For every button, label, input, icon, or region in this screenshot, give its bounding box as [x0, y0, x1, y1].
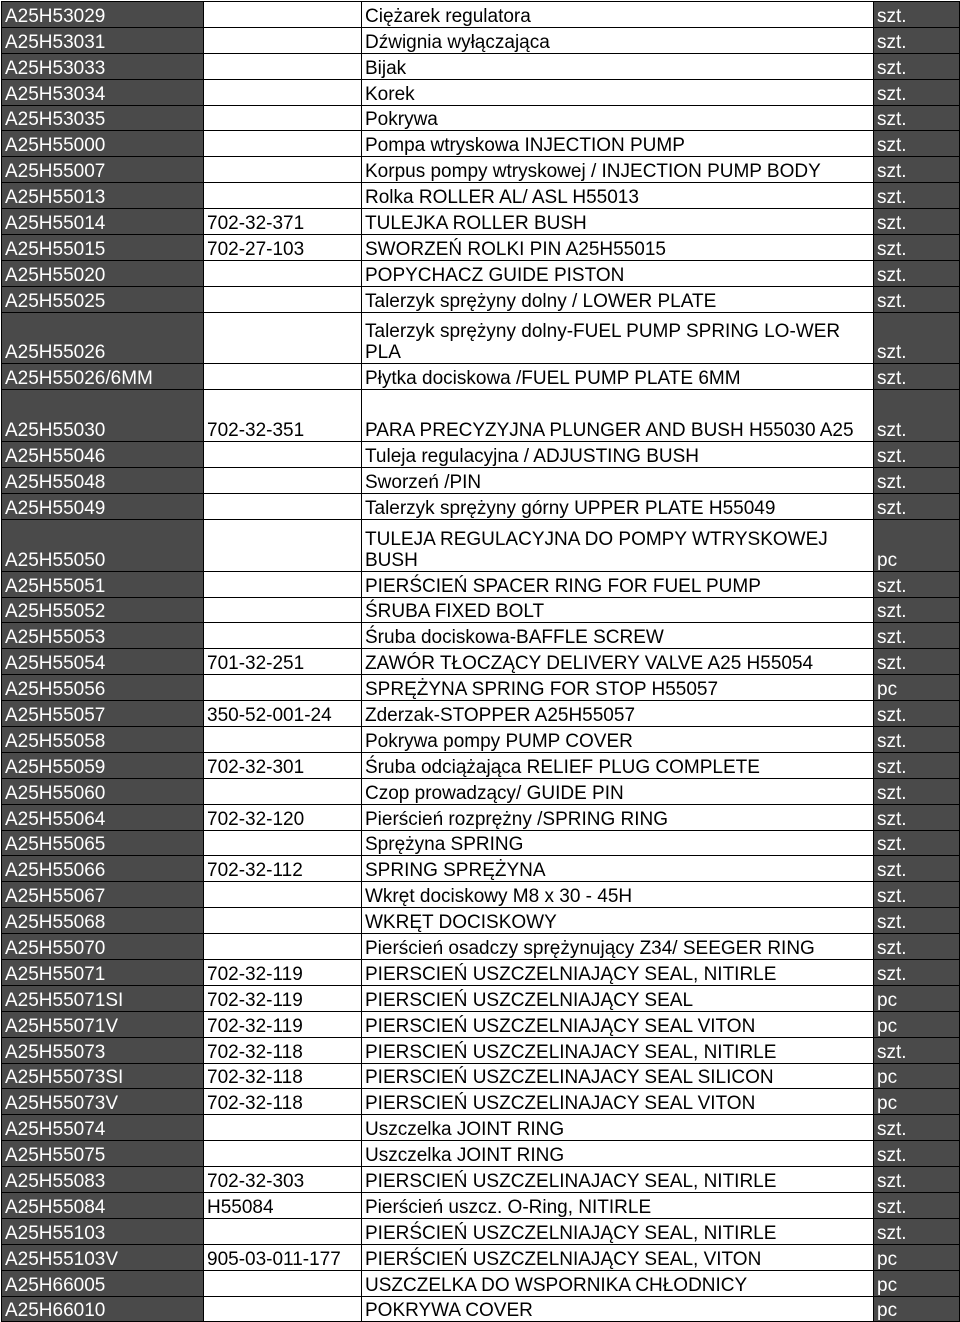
- part-code-cell: A25H55053: [2, 623, 204, 649]
- table-row: [2, 493, 960, 519]
- reference-number-cell: [204, 105, 362, 131]
- reference-number-cell: [204, 286, 362, 312]
- reference-number-cell: [204, 1141, 362, 1167]
- reference-number-cell: [204, 493, 362, 519]
- description-cell: Uszczelka JOINT RING: [362, 1115, 874, 1141]
- unit-cell: szt.: [874, 701, 960, 727]
- description-cell: TULEJKA ROLLER BUSH: [362, 209, 874, 235]
- unit-cell: szt.: [874, 804, 960, 830]
- description-cell: PIERSCIEŃ USZCZELNIAJĄCY SEAL: [362, 985, 874, 1011]
- table-row: [2, 830, 960, 856]
- unit-cell: szt.: [874, 856, 960, 882]
- reference-number-cell: [204, 623, 362, 649]
- unit-cell: szt.: [874, 778, 960, 804]
- description-cell: Pierścień rozprężny /SPRING RING: [362, 804, 874, 830]
- description-cell: Śruba odciążająca RELIEF PLUG COMPLETE: [362, 752, 874, 778]
- part-code-cell: A25H55057: [2, 701, 204, 727]
- description-cell: TULEJA REGULACYJNA DO POMPY WTRYSKOWEJ BUSH: [362, 519, 874, 571]
- reference-number-cell: [204, 726, 362, 752]
- unit-cell: szt.: [874, 1141, 960, 1167]
- reference-number-cell: [204, 519, 362, 571]
- table-row: [2, 79, 960, 105]
- part-code-cell: A25H55030: [2, 390, 204, 442]
- unit-cell: szt.: [874, 364, 960, 390]
- part-code-cell: A25H55049: [2, 493, 204, 519]
- description-cell: PIERŚCIEŃ USZCZELNIAJĄCY SEAL, VITON: [362, 1244, 874, 1270]
- reference-number-cell: 905-03-011-177: [204, 1244, 362, 1270]
- part-code-cell: A25H55064: [2, 804, 204, 830]
- unit-cell: pc: [874, 1270, 960, 1296]
- table-row: [2, 209, 960, 235]
- table-row: [2, 726, 960, 752]
- unit-cell: szt.: [874, 571, 960, 597]
- part-code-cell: A25H55071: [2, 960, 204, 986]
- part-code-cell: A25H53031: [2, 27, 204, 53]
- description-cell: PIERSCIEŃ USZCZELINAJACY SEAL VITON: [362, 1089, 874, 1115]
- description-cell: POPYCHACZ GUIDE PISTON: [362, 260, 874, 286]
- part-code-cell: A25H55073V: [2, 1089, 204, 1115]
- part-code-cell: A25H55054: [2, 649, 204, 675]
- description-cell: Bijak: [362, 53, 874, 79]
- reference-number-cell: 702-32-119: [204, 985, 362, 1011]
- part-code-cell: A25H55083: [2, 1167, 204, 1193]
- unit-cell: szt.: [874, 2, 960, 28]
- unit-cell: pc: [874, 1296, 960, 1322]
- part-code-cell: A25H55059: [2, 752, 204, 778]
- description-cell: Pierścień uszcz. O-Ring, NITIRLE: [362, 1193, 874, 1219]
- part-code-cell: A25H53035: [2, 105, 204, 131]
- description-cell: Sworzeń /PIN: [362, 468, 874, 494]
- part-code-cell: A25H55074: [2, 1115, 204, 1141]
- part-code-cell: A25H55015: [2, 235, 204, 261]
- part-code-cell: A25H55050: [2, 519, 204, 571]
- reference-number-cell: [204, 2, 362, 28]
- part-code-cell: A25H55000: [2, 131, 204, 157]
- description-cell: PIERSCIEŃ USZCZELNIAJĄCY SEAL VITON: [362, 1011, 874, 1037]
- unit-cell: szt.: [874, 131, 960, 157]
- description-cell: PIERSCIEŃ USZCZELINAJACY SEAL SILICON: [362, 1063, 874, 1089]
- reference-number-cell: [204, 1218, 362, 1244]
- unit-cell: szt.: [874, 260, 960, 286]
- unit-cell: szt.: [874, 623, 960, 649]
- part-code-cell: A25H55066: [2, 856, 204, 882]
- reference-number-cell: [204, 53, 362, 79]
- description-cell: Talerzyk sprężyny górny UPPER PLATE H55049: [362, 493, 874, 519]
- unit-cell: szt.: [874, 53, 960, 79]
- unit-cell: szt.: [874, 726, 960, 752]
- reference-number-cell: [204, 830, 362, 856]
- table-row: [2, 157, 960, 183]
- table-row: [2, 597, 960, 623]
- part-code-cell: A25H55071V: [2, 1011, 204, 1037]
- unit-cell: pc: [874, 675, 960, 701]
- reference-number-cell: 702-32-301: [204, 752, 362, 778]
- unit-cell: szt.: [874, 752, 960, 778]
- table-row: [2, 27, 960, 53]
- reference-number-cell: [204, 934, 362, 960]
- description-cell: Talerzyk sprężyny dolny-FUEL PUMP SPRING LO-WER PLA: [362, 312, 874, 364]
- reference-number-cell: 702-32-120: [204, 804, 362, 830]
- part-code-cell: A25H55070: [2, 934, 204, 960]
- reference-number-cell: [204, 442, 362, 468]
- table-row: [2, 908, 960, 934]
- part-code-cell: A25H55014: [2, 209, 204, 235]
- part-code-cell: A25H66005: [2, 1270, 204, 1296]
- part-code-cell: A25H55103V: [2, 1244, 204, 1270]
- description-cell: PIERSCIEŃ USZCZELINAJACY SEAL, NITIRLE: [362, 1037, 874, 1063]
- unit-cell: szt.: [874, 235, 960, 261]
- table-row: [2, 675, 960, 701]
- description-cell: Sprężyna SPRING: [362, 830, 874, 856]
- part-code-cell: A25H55026: [2, 312, 204, 364]
- unit-cell: szt.: [874, 960, 960, 986]
- part-code-cell: A25H55025: [2, 286, 204, 312]
- description-cell: USZCZELKA DO WSPORNIKA CHŁODNICY: [362, 1270, 874, 1296]
- reference-number-cell: [204, 778, 362, 804]
- description-cell: ZAWÓR TŁOCZĄCY DELIVERY VALVE A25 H55054: [362, 649, 874, 675]
- table-row: [2, 1270, 960, 1296]
- reference-number-cell: [204, 312, 362, 364]
- reference-number-cell: [204, 468, 362, 494]
- table-row: [2, 260, 960, 286]
- reference-number-cell: [204, 908, 362, 934]
- reference-number-cell: 702-32-119: [204, 960, 362, 986]
- reference-number-cell: [204, 882, 362, 908]
- part-code-cell: A25H55051: [2, 571, 204, 597]
- description-cell: Pierścień osadczy sprężynujący Z34/ SEEGER RING: [362, 934, 874, 960]
- unit-cell: szt.: [874, 882, 960, 908]
- part-code-cell: A25H55073: [2, 1037, 204, 1063]
- part-code-cell: A25H55048: [2, 468, 204, 494]
- reference-number-cell: [204, 571, 362, 597]
- reference-number-cell: [204, 27, 362, 53]
- table-row: [2, 312, 960, 364]
- table-row: [2, 1244, 960, 1270]
- reference-number-cell: [204, 364, 362, 390]
- description-cell: SPRĘŻYNA SPRING FOR STOP H55057: [362, 675, 874, 701]
- table-row: [2, 623, 960, 649]
- description-cell: Talerzyk sprężyny dolny / LOWER PLATE: [362, 286, 874, 312]
- reference-number-cell: [204, 157, 362, 183]
- part-code-cell: A25H55084: [2, 1193, 204, 1219]
- unit-cell: pc: [874, 519, 960, 571]
- unit-cell: szt.: [874, 312, 960, 364]
- reference-number-cell: 702-32-119: [204, 1011, 362, 1037]
- description-cell: Pompa wtryskowa INJECTION PUMP: [362, 131, 874, 157]
- table-row: [2, 571, 960, 597]
- description-cell: PARA PRECYZYJNA PLUNGER AND BUSH H55030 A25: [362, 390, 874, 442]
- part-code-cell: A25H53029: [2, 2, 204, 28]
- description-cell: Pokrywa pompy PUMP COVER: [362, 726, 874, 752]
- table-row: [2, 286, 960, 312]
- table-row: [2, 1115, 960, 1141]
- table-row: [2, 804, 960, 830]
- part-code-cell: A25H55071SI: [2, 985, 204, 1011]
- description-cell: Zderzak-STOPPER A25H55057: [362, 701, 874, 727]
- unit-cell: szt.: [874, 390, 960, 442]
- reference-number-cell: 702-32-118: [204, 1089, 362, 1115]
- description-cell: Śruba dociskowa-BAFFLE SCREW: [362, 623, 874, 649]
- table-row: [2, 1218, 960, 1244]
- table-row: [2, 934, 960, 960]
- table-row: [2, 1296, 960, 1322]
- description-cell: Dźwignia wyłączająca: [362, 27, 874, 53]
- reference-number-cell: [204, 1270, 362, 1296]
- table-row: [2, 1037, 960, 1063]
- part-code-cell: A25H55052: [2, 597, 204, 623]
- unit-cell: szt.: [874, 79, 960, 105]
- unit-cell: pc: [874, 1089, 960, 1115]
- unit-cell: szt.: [874, 1193, 960, 1219]
- unit-cell: szt.: [874, 286, 960, 312]
- part-code-cell: A25H55067: [2, 882, 204, 908]
- description-cell: ŚRUBA FIXED BOLT: [362, 597, 874, 623]
- part-code-cell: A25H66010: [2, 1296, 204, 1322]
- description-cell: PIERŚCIEŃ SPACER RING FOR FUEL PUMP: [362, 571, 874, 597]
- reference-number-cell: [204, 260, 362, 286]
- table-row: [2, 985, 960, 1011]
- table-row: [2, 1089, 960, 1115]
- description-cell: PIERSCIEŃ USZCZELNIAJĄCY SEAL, NITIRLE: [362, 960, 874, 986]
- parts-table: [1, 1, 960, 1322]
- unit-cell: szt.: [874, 27, 960, 53]
- part-code-cell: A25H53033: [2, 53, 204, 79]
- description-cell: Korpus pompy wtryskowej / INJECTION PUMP BODY: [362, 157, 874, 183]
- reference-number-cell: 702-32-371: [204, 209, 362, 235]
- reference-number-cell: 702-32-303: [204, 1167, 362, 1193]
- reference-number-cell: [204, 1296, 362, 1322]
- table-row: [2, 882, 960, 908]
- table-row: [2, 752, 960, 778]
- part-code-cell: A25H55020: [2, 260, 204, 286]
- part-code-cell: A25H55103: [2, 1218, 204, 1244]
- unit-cell: pc: [874, 1244, 960, 1270]
- description-cell: PIERSCIEŃ USZCZELINAJACY SEAL, NITIRLE: [362, 1167, 874, 1193]
- reference-number-cell: H55084: [204, 1193, 362, 1219]
- table-row: [2, 1193, 960, 1219]
- unit-cell: pc: [874, 985, 960, 1011]
- description-cell: POKRYWA COVER: [362, 1296, 874, 1322]
- table-row: [2, 105, 960, 131]
- table-row: [2, 183, 960, 209]
- table-row: [2, 468, 960, 494]
- table-row: [2, 390, 960, 442]
- description-cell: Korek: [362, 79, 874, 105]
- description-cell: Tuleja regulacyjna / ADJUSTING BUSH: [362, 442, 874, 468]
- reference-number-cell: [204, 183, 362, 209]
- table-row: [2, 442, 960, 468]
- unit-cell: szt.: [874, 1167, 960, 1193]
- part-code-cell: A25H55073SI: [2, 1063, 204, 1089]
- part-code-cell: A25H55068: [2, 908, 204, 934]
- unit-cell: szt.: [874, 493, 960, 519]
- description-cell: Wkręt dociskowy M8 x 30 - 45H: [362, 882, 874, 908]
- table-row: [2, 53, 960, 79]
- reference-number-cell: 350-52-001-24: [204, 701, 362, 727]
- reference-number-cell: [204, 1115, 362, 1141]
- description-cell: Płytka dociskowa /FUEL PUMP PLATE 6MM: [362, 364, 874, 390]
- description-cell: SPRING SPRĘŻYNA: [362, 856, 874, 882]
- reference-number-cell: [204, 131, 362, 157]
- table-row: [2, 2, 960, 28]
- unit-cell: szt.: [874, 934, 960, 960]
- table-row: [2, 701, 960, 727]
- reference-number-cell: [204, 79, 362, 105]
- part-code-cell: A25H55065: [2, 830, 204, 856]
- unit-cell: szt.: [874, 468, 960, 494]
- reference-number-cell: 702-32-112: [204, 856, 362, 882]
- description-cell: PIERŚCIEŃ USZCZELNIAJĄCY SEAL, NITIRLE: [362, 1218, 874, 1244]
- reference-number-cell: [204, 597, 362, 623]
- reference-number-cell: 702-27-103: [204, 235, 362, 261]
- unit-cell: szt.: [874, 1218, 960, 1244]
- unit-cell: szt.: [874, 183, 960, 209]
- table-row: [2, 1011, 960, 1037]
- description-cell: Rolka ROLLER AL/ ASL H55013: [362, 183, 874, 209]
- table-row: [2, 649, 960, 675]
- part-code-cell: A25H55058: [2, 726, 204, 752]
- reference-number-cell: 702-32-118: [204, 1037, 362, 1063]
- table-row: [2, 364, 960, 390]
- table-row: [2, 235, 960, 261]
- description-cell: WKRĘT DOCISKOWY: [362, 908, 874, 934]
- reference-number-cell: 702-32-118: [204, 1063, 362, 1089]
- table-row: [2, 856, 960, 882]
- description-cell: Czop prowadzący/ GUIDE PIN: [362, 778, 874, 804]
- part-code-cell: A25H55046: [2, 442, 204, 468]
- part-code-cell: A25H55026/6MM: [2, 364, 204, 390]
- unit-cell: szt.: [874, 1115, 960, 1141]
- unit-cell: szt.: [874, 908, 960, 934]
- table-row: [2, 1167, 960, 1193]
- part-code-cell: A25H53034: [2, 79, 204, 105]
- part-code-cell: A25H55013: [2, 183, 204, 209]
- unit-cell: szt.: [874, 1037, 960, 1063]
- reference-number-cell: 702-32-351: [204, 390, 362, 442]
- table-row: [2, 960, 960, 986]
- part-code-cell: A25H55075: [2, 1141, 204, 1167]
- table-row: [2, 1063, 960, 1089]
- unit-cell: szt.: [874, 105, 960, 131]
- part-code-cell: A25H55060: [2, 778, 204, 804]
- description-cell: Ciężarek regulatora: [362, 2, 874, 28]
- table-row: [2, 1141, 960, 1167]
- unit-cell: szt.: [874, 649, 960, 675]
- table-row: [2, 131, 960, 157]
- parts-table-body: [2, 2, 960, 1322]
- reference-number-cell: 701-32-251: [204, 649, 362, 675]
- description-cell: Pokrywa: [362, 105, 874, 131]
- table-row: [2, 519, 960, 571]
- part-code-cell: A25H55056: [2, 675, 204, 701]
- part-code-cell: A25H55007: [2, 157, 204, 183]
- unit-cell: szt.: [874, 597, 960, 623]
- unit-cell: szt.: [874, 830, 960, 856]
- unit-cell: pc: [874, 1011, 960, 1037]
- unit-cell: szt.: [874, 442, 960, 468]
- description-cell: Uszczelka JOINT RING: [362, 1141, 874, 1167]
- unit-cell: szt.: [874, 209, 960, 235]
- unit-cell: pc: [874, 1063, 960, 1089]
- unit-cell: szt.: [874, 157, 960, 183]
- description-cell: SWORZEŃ ROLKI PIN A25H55015: [362, 235, 874, 261]
- table-row: [2, 778, 960, 804]
- reference-number-cell: [204, 675, 362, 701]
